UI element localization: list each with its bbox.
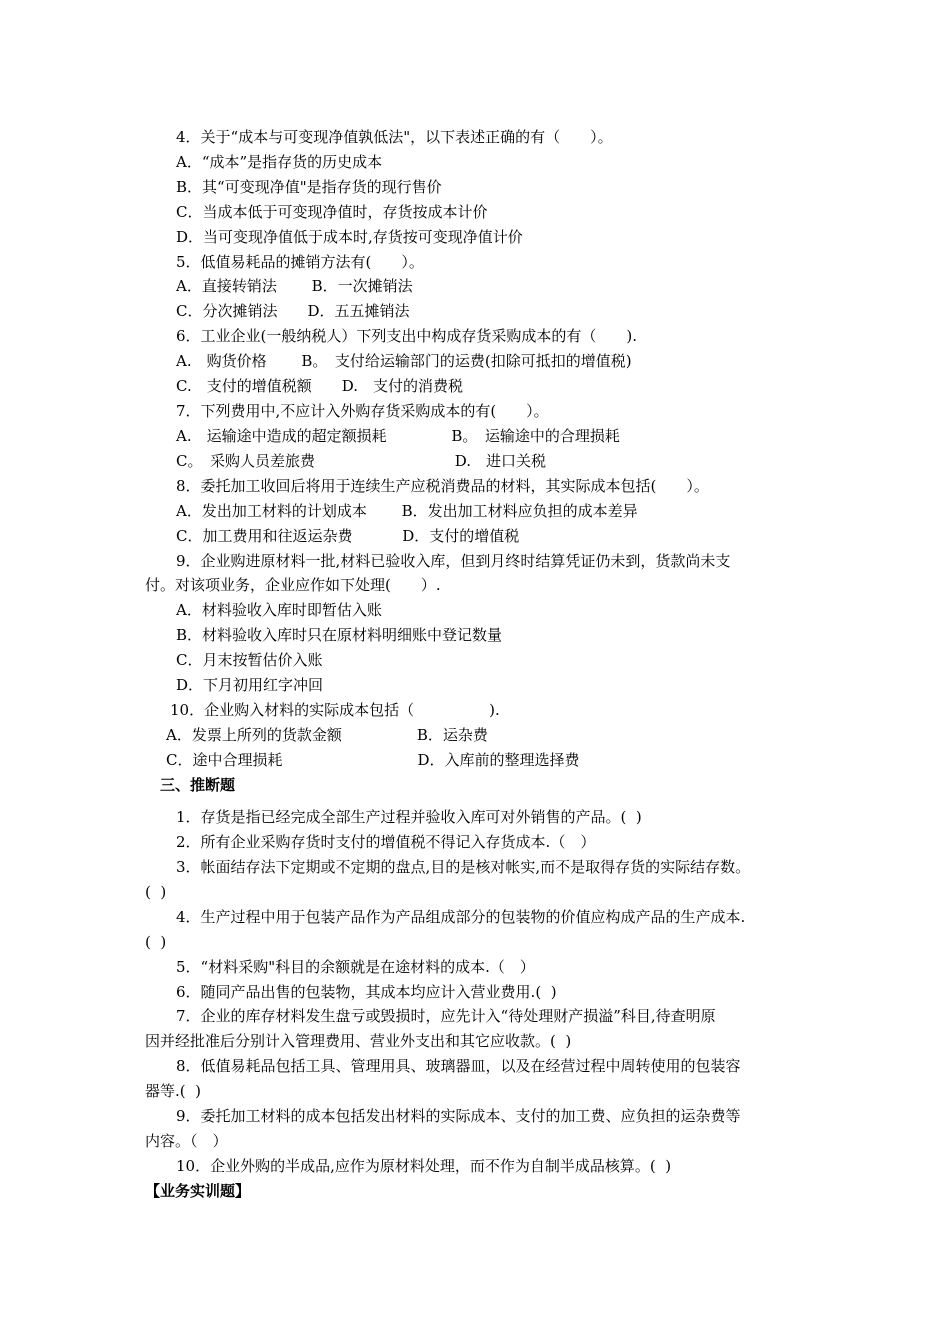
section-heading-judgement: 三、推断题 xyxy=(160,776,236,794)
q4-stem: 4．关于“成本与可变现净值孰低法"，以下表述正确的有（ ）。 xyxy=(176,128,613,146)
tf-9-line2: 内容。（ ） xyxy=(145,1132,228,1150)
tf-10: 10．企业外购的半成品,应作为原材料处理，而不作为自制半成品核算。( ) xyxy=(176,1157,672,1175)
q5-stem: 5．低值易耗品的摊销方法有( ）。 xyxy=(176,253,424,271)
q9-stem-line1: 9．企业购进原材料一批,材料已验收入库，但到月终时结算凭证仍未到，货款尚未支 xyxy=(176,552,731,570)
q6-options-cd: C. 支付的增值税额 D. 支付的消费税 xyxy=(176,377,463,395)
q8-options-cd: C．加工费用和往返运杂费 D．支付的增值税 xyxy=(176,527,520,545)
tf-3-line1: 3．帐面结存法下定期或不定期的盘点,目的是核对帐实,而不是取得存货的实际结存数。 xyxy=(176,858,751,876)
q9-option-d: D．下月初用红字冲回 xyxy=(176,676,324,694)
q7-stem: 7．下列费用中,不应计入外购存货采购成本的有( ）。 xyxy=(176,402,549,420)
q5-options-ab: A．直接转销法 B．一次摊销法 xyxy=(176,277,413,295)
q7-options-ab: A. 运输途中造成的超定额损耗 B。 运输途中的合理损耗 xyxy=(176,427,620,445)
q8-stem: 8．委托加工收回后将用于连续生产应税消费品的材料，其实际成本包括( ）。 xyxy=(176,477,709,495)
tf-1: 1．存货是指已经完成全部生产过程并验收入库可对外销售的产品。( ) xyxy=(176,808,642,826)
q10-options-ab: A．发票上所列的货款金额 B．运杂费 xyxy=(166,726,488,744)
q8-options-ab: A．发出加工材料的计划成本 B．发出加工材料应负担的成本差异 xyxy=(176,502,638,520)
q10-options-cd: C．途中合理损耗 D．入库前的整理选择费 xyxy=(166,751,580,769)
tf-6: 6．随同产品出售的包装物，其成本均应计入营业费用.( ) xyxy=(176,983,557,1001)
q4-option-c: C．当成本低于可变现净值时，存货按成本计价 xyxy=(176,203,488,221)
tf-5: 5．“材料采购"科目的余额就是在途材料的成本.（ ） xyxy=(176,958,535,976)
q4-option-b: B．其“可变现净值"是指存货的现行售价 xyxy=(176,178,442,196)
q9-option-a: A．材料验收入库时即暂估入账 xyxy=(176,601,382,619)
tf-9-line1: 9．委托加工材料的成本包括发出材料的实际成本、支付的加工费、应负担的运杂费等 xyxy=(176,1107,741,1125)
section-heading-practice: 【业务实训题】 xyxy=(145,1182,251,1200)
tf-3-line2: ( ) xyxy=(145,883,167,901)
tf-2: 2．所有企业采购存货时支付的增值税不得记入存货成本.（ ） xyxy=(176,833,596,851)
q9-option-c: C．月末按暂估价入账 xyxy=(176,651,323,669)
tf-7-line1: 7．企业的库存材料发生盘亏或毁损时，应先计入“待处理财产损溢”科目,待查明原 xyxy=(176,1007,716,1025)
q4-option-d: D．当可变现净值低于成本时,存货按可变现净值计价 xyxy=(176,228,523,246)
q4-option-a: A．“成本”是指存货的历史成本 xyxy=(176,153,383,171)
q7-options-cd: C。 采购人员差旅费 D. 进口关税 xyxy=(176,452,547,470)
tf-8-line1: 8．低值易耗品包括工具、管理用具、玻璃器皿，以及在经营过程中周转使用的包装容 xyxy=(176,1057,741,1075)
tf-4-line1: 4．生产过程中用于包装产品作为产品组成部分的包装物的价值应构成产品的生产成本. xyxy=(176,908,746,926)
tf-7-line2: 因并经批准后分别计入管理费用、营业外支出和其它应收款。( ) xyxy=(145,1032,572,1050)
tf-4-line2: ( ) xyxy=(145,933,167,951)
q10-stem: 10．企业购入材料的实际成本包括（ ). xyxy=(170,701,500,719)
q6-options-ab: A. 购货价格 B。 支付给运输部门的运费(扣除可抵扣的增值税) xyxy=(176,352,632,370)
q9-option-b: B．材料验收入库时只在原材料明细账中登记数量 xyxy=(176,626,503,644)
tf-8-line2: 器等.( ) xyxy=(145,1082,202,1100)
q9-stem-line2: 付。对该项业务，企业应作如下处理( ）. xyxy=(145,576,441,594)
q5-options-cd: C．分次摊销法 D．五五摊销法 xyxy=(176,302,410,320)
q6-stem: 6．工业企业(一般纳税人）下列支出中构成存货采购成本的有（ ). xyxy=(176,327,638,345)
